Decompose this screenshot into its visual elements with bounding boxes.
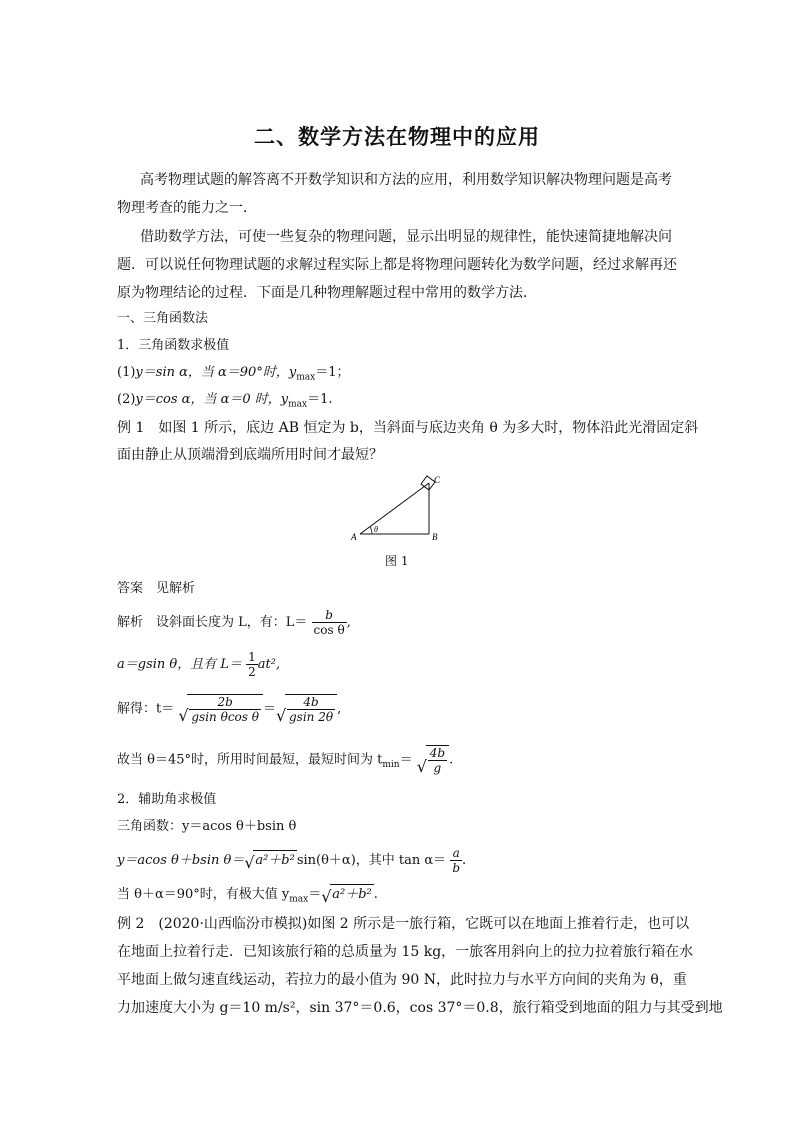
example-1-line-1: 例 1 如图 1 所示，底边 AB 恒定为 b，当斜面与底边夹角 θ 为多大时，物体沿此光滑固定斜 — [117, 420, 699, 436]
sqrt-expression-3: √ $\frac{4b}{g}$ — [417, 745, 449, 775]
section-heading-1: 一、三角函数法 — [117, 311, 209, 326]
label-theta: θ — [374, 525, 378, 534]
intro-line-4: 题．可以说任何物理试题的求解过程实际上都是将物理问题转化为数学问题，经过求解再还 — [117, 257, 677, 273]
figure-1-caption: 图 1 — [385, 554, 409, 568]
fraction-one-half: $\frac{1}{2}$ — [248, 650, 256, 679]
formula-cos: (2)y＝cos α，当 α＝0 时，$y_{max}=1$. — [117, 392, 333, 410]
subsection-heading-2: 2．辅助角求极值 — [117, 792, 217, 807]
example-2-line-1: 例 2 (2020·山西临汾市模拟)如图 2 所示是一旅行箱，它既可以在地面上推着行走，也可以 — [117, 916, 690, 932]
label-b: B — [432, 532, 438, 542]
solution-line-3: 解得：t＝ √ $\frac{2b}{\text{gsin θcos θ}}$ ＝ √ $\frac{4b}{gsin 2\theta}$ , — [117, 695, 342, 725]
intro-line-3: 借助数学方法，可使一些复杂的物理问题，显示出明显的规律性，能快速简捷地解决问 — [140, 229, 672, 245]
example-2-line-2: 在地面上拉着行走．已知该旅行箱的总质量为 15 kg，一旅客用斜向上的拉力拉着旅行箱在水 — [117, 944, 694, 960]
sqrt-expression-2: √ $\frac{4b}{gsin 2\theta}$ — [276, 694, 337, 724]
intro-line-2: 物理考查的能力之一． — [117, 200, 257, 216]
label-c: C — [434, 475, 441, 485]
formula-sin: (1)y＝sin α，当 α＝90°时，$y_{max}=1$； — [117, 365, 350, 383]
example-1-line-2: 面由静止从顶端滑到底端所用时间才最短？ — [117, 447, 383, 463]
aux-line-1: 三角函数：y＝acos θ＋bsin θ — [117, 819, 297, 834]
solution-line-2: a＝gsin θ，且有 L＝ $\frac{1}{2}$ at², — [117, 650, 281, 679]
figure-1-diagram — [345, 470, 450, 545]
fraction-b-over-cos: $\frac{b}{\text{cos θ}}$ — [313, 608, 345, 637]
solution-line-1: 解析 设斜面长度为 L，有：L＝ $\frac{b}{\text{cos θ}}$ , — [117, 608, 351, 637]
sqrt-a2-b2-max: √ a²＋b² — [321, 884, 374, 905]
intro-line-1: 高考物理试题的解答离不开数学知识和方法的应用，利用数学知识解决物理问题是高考 — [140, 172, 672, 188]
aux-line-3: 当 θ＋α＝90°时，有极大值 $y_{max}=$ √ a²＋b² . — [117, 884, 378, 910]
example-2-line-3: 平地面上做匀速直线运动，若拉力的最小值为 90 N，此时拉力与水平方向间的夹角为 θ，重 — [117, 972, 687, 988]
angle-arc — [370, 527, 372, 534]
label-a: A — [351, 532, 357, 542]
fraction-a-over-b: $\frac{a}{b}$ — [452, 846, 460, 875]
example-2-line-4: 力加速度大小为 g＝10 m/s²，sin 37°＝0.6，cos 37°＝0.8，旅行箱受到地面的阻力与其受到地 — [117, 1000, 723, 1016]
page-title: 二、数学方法在物理中的应用 — [254, 125, 540, 149]
solution-line-4: 故当 θ＝45°时，所用时间最短，最短时间为 $t_{min}=$ √ $\frac{4b}{g}$ . — [117, 746, 454, 776]
subsection-heading-1: 1．三角函数求极值 — [117, 338, 230, 353]
aux-line-2: y＝acos θ＋bsin θ＝ √ a²＋b² sin(θ＋α)，其中 tan α＝ $\frac{a}{b}$ . — [117, 846, 467, 875]
intro-line-5: 原为物理结论的过程．下面是几种物理解题过程中常用的数学方法． — [117, 285, 537, 301]
answer-line: 答案 见解析 — [117, 581, 196, 596]
triangle-incline-ac — [360, 483, 429, 534]
sqrt-expression-1: √ $\frac{2b}{\text{gsin θcos θ}}$ — [178, 694, 263, 724]
sqrt-a2-b2: √ a²＋b² — [244, 850, 297, 871]
